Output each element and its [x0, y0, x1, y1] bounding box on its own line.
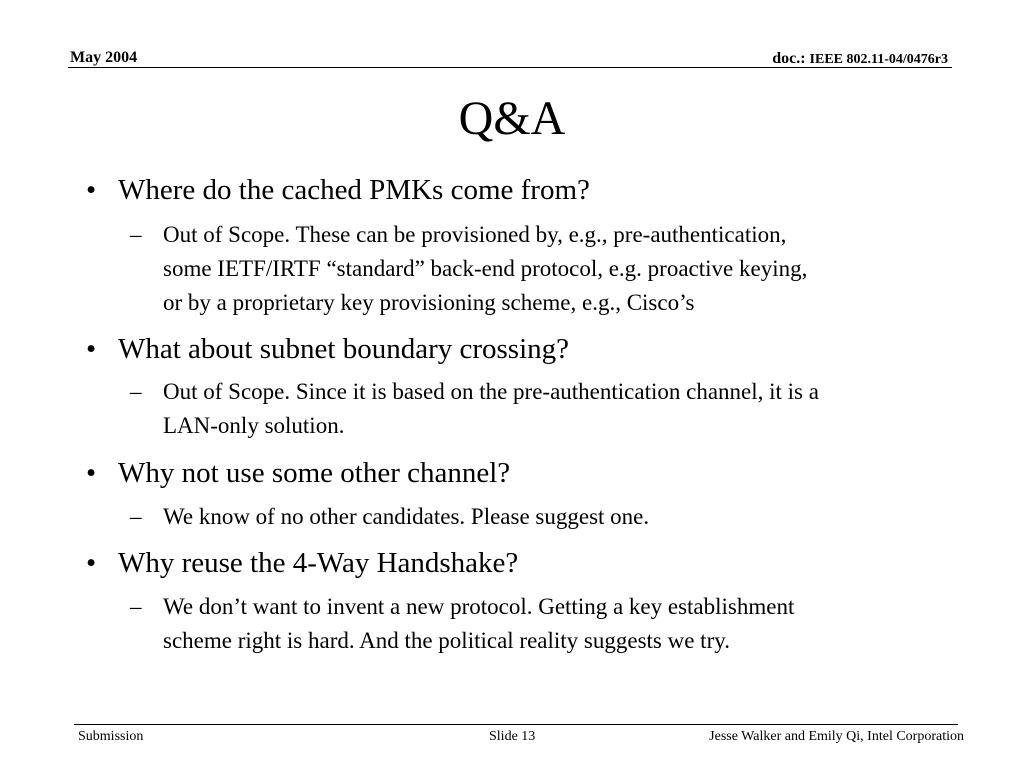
footer-authors: Jesse Walker and Emily Qi, Intel Corporation — [709, 729, 964, 744]
footer-divider — [74, 724, 958, 725]
question-text: Why reuse the 4-Way Handshake? — [118, 547, 519, 579]
footer-slide-number: Slide 13 — [489, 729, 536, 744]
question-text: What about subnet boundary crossing? — [118, 333, 570, 365]
header-doc-label: doc.: — [772, 50, 806, 67]
question-text: Why not use some other channel? — [118, 457, 511, 489]
bullet-icon: • — [86, 547, 97, 579]
answer-line: LAN-only solution. — [163, 413, 345, 438]
answer-line: some IETF/IRTF “standard” back-end protocol, e.g. proactive keying, — [163, 256, 808, 281]
dash-icon: – — [130, 379, 142, 404]
dash-icon: – — [130, 222, 142, 247]
header-date: May 2004 — [70, 49, 138, 66]
header-doc-id: IEEE 802.11-04/0476r3 — [809, 52, 948, 67]
answer-line: Out of Scope. These can be provisioned by, e.g., pre-authentication, — [163, 222, 787, 247]
answer-text — [163, 500, 983, 534]
question-text: Where do the cached PMKs come from? — [118, 174, 590, 206]
answer-text — [163, 375, 983, 443]
answer-line: We don’t want to invent a new protocol. Getting a key establishment — [163, 594, 795, 619]
bullet-icon: • — [86, 457, 97, 489]
answer-text — [163, 590, 983, 658]
answer-line: or by a proprietary key provisioning scheme, e.g., Cisco’s — [163, 290, 695, 315]
dash-icon: – — [130, 594, 142, 619]
bullet-icon: • — [86, 333, 97, 365]
answer-line: We know of no other candidates. Please suggest one. — [163, 504, 650, 529]
answer-line: scheme right is hard. And the political reality suggests we try. — [163, 628, 730, 653]
dash-icon: – — [130, 504, 142, 529]
bullet-icon: • — [86, 174, 97, 206]
answer-text — [163, 218, 983, 320]
answer-line: Out of Scope. Since it is based on the pre-authentication channel, it is a — [163, 379, 819, 404]
footer-submission: Submission — [78, 729, 144, 744]
slide-title: Q&A — [458, 92, 566, 145]
